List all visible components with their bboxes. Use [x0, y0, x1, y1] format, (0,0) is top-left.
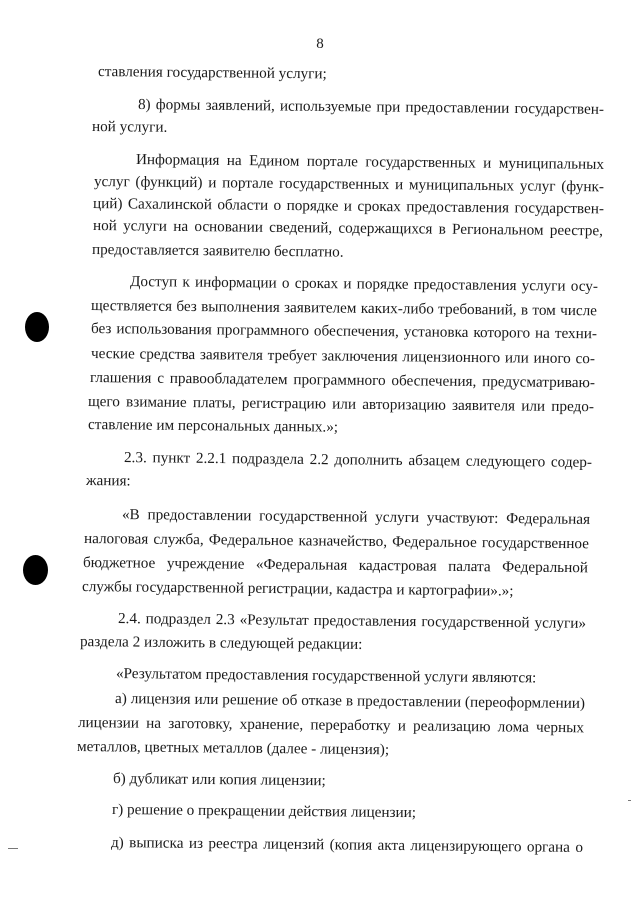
text-line: ставление им персональных данных.»;	[87, 416, 339, 436]
text-line: металлов, цветных металлов (далее - лицензия);	[76, 738, 390, 759]
text-line: Доступ к информации о сроках и порядке предоставления услуги осу-	[129, 273, 599, 295]
text-line: «Результатом предоставления государственной услуги являются:	[115, 665, 537, 687]
text-line: «В предоставлении государственной услуги участвуют: Федеральная	[121, 506, 591, 528]
text-line: ществляется без выполнения заявителем каких-либо требований, в том числе	[90, 297, 598, 320]
text-line: 2.4. подраздел 2.3 «Результат предоставления государственной услуги»	[117, 610, 587, 632]
page-number: 8	[316, 36, 324, 52]
text-line: предоставляется заявителю бесплатно.	[91, 241, 344, 261]
text-line: ций) Сахалинской области о порядке и сроках предоставления государствен-	[92, 195, 605, 218]
text-line: глашения с правообладателем программного обеспечения, предусматриваю-	[89, 369, 596, 392]
text-line: ной услуги на основании сведений, содержащихся в Региональном реестре,	[92, 217, 604, 240]
text-line: раздела 2 изложить в следующей редакции:	[79, 633, 363, 653]
text-line: ческие средства заявителя требует заключения лицензионного или иного со-	[90, 345, 596, 368]
text-line: налоговая служба, Федеральное казначейство, Федеральное государственное	[83, 530, 590, 553]
text-line: 2.3. пункт 2.2.1 подраздела 2.2 дополнить абзацем следующего содер-	[123, 449, 593, 471]
text-line: б) дубликат или копия лицензии;	[112, 770, 326, 790]
text-line: лицензии на заготовку, хранение, переработку и реализацию лома черных	[77, 714, 585, 737]
text-line: ной услуги.	[91, 118, 168, 136]
text-line: а) лицензия или решение об отказе в предоставлении (переоформлении)	[114, 690, 586, 712]
text-line: бюджетное учреждение «Федеральная кадастровая палата Федеральной	[82, 554, 589, 577]
text-line: службы государственной регистрации, кадастра и картографии».»;	[81, 578, 514, 600]
punch-hole	[25, 312, 49, 342]
punch-hole	[23, 555, 48, 585]
text-line: ставления государственной услуги;	[97, 63, 327, 83]
text-line: услуг (функций) и портале государственных и муниципальных услуг (функ-	[93, 173, 605, 196]
text-line: без использования программного обеспечения, установка которого на техни-	[90, 320, 598, 343]
text-line: 8) формы заявлений, используемые при предоставлении государствен-	[137, 96, 605, 118]
text-line: жания:	[85, 472, 131, 490]
text-line: г) решение о прекращении действия лицензии;	[111, 801, 417, 822]
scan-speck	[8, 848, 18, 849]
scan-speck	[628, 800, 631, 801]
text-line: щего взимание платы, регистрацию или авторизацию заявителя или предо-	[87, 393, 595, 416]
text-line: д) выписка из реестра лицензий (копия акта лицензирующего органа о	[110, 834, 584, 856]
text-line: Информация на Едином портале государственных и муниципальных	[135, 151, 605, 173]
